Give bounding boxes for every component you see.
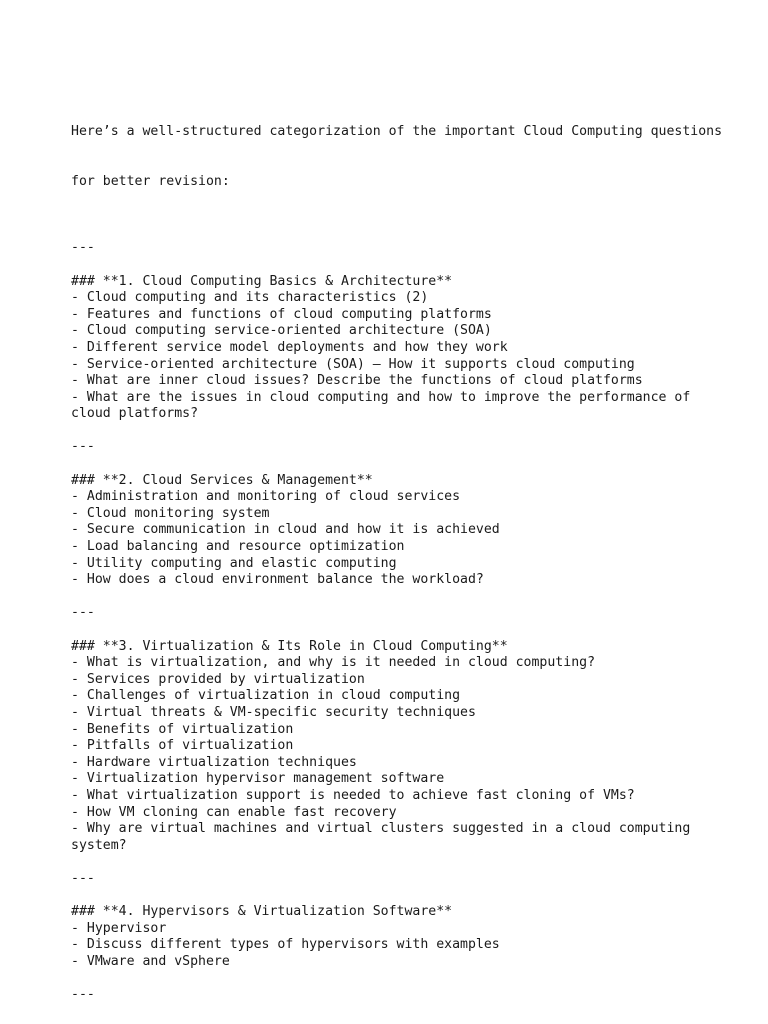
blank-line [71,589,711,606]
list-item: - Cloud monitoring system [71,505,270,521]
separator: --- [71,240,95,256]
list-item: - Pitfalls of virtualization [71,738,294,754]
list-item: - What are the issues in cloud computing and how to improve the performance of [71,389,691,405]
section-heading: ### **4. Hypervisors & Virtualization Software** [71,904,453,920]
separator: --- [71,870,95,886]
blank-line [71,423,711,440]
list-item: - VMware and vSphere [71,953,230,969]
list-item-continuation: cloud platforms? [71,406,199,422]
list-item: - Discuss different types of hypervisors with examples [71,937,500,953]
list-item: - Challenges of virtualization in cloud computing [71,688,461,704]
list-item: - Hardware virtualization techniques [71,754,357,770]
blank-line [71,622,711,639]
list-item: - How VM cloning can enable fast recovery [71,804,397,820]
separator: --- [71,605,95,621]
list-item: - Features and functions of cloud computing platforms [71,306,492,322]
intro-paragraph [71,91,723,224]
list-item: - Services provided by virtualization [71,671,365,687]
list-item: - How does a cloud environment balance the workload? [71,572,484,588]
list-item: - Utility computing and elastic computing [71,555,397,571]
list-item: - Cloud computing service-oriented architecture (SOA) [71,323,492,339]
list-item: - What are inner cloud issues? Describe the functions of cloud platforms [71,373,643,389]
section-heading: ### **2. Cloud Services & Management** [71,472,373,488]
section-cloud-basics [71,274,711,423]
list-item: - What virtualization support is needed to achieve fast cloning of VMs? [71,787,635,803]
blank-line [71,854,711,871]
blank-line [71,888,711,905]
list-item: - Cloud computing and its characteristics (2) [71,290,429,306]
section-heading: ### **1. Cloud Computing Basics & Architecture** [71,273,453,289]
list-item: - Administration and monitoring of cloud services [71,489,461,505]
list-item: - Hypervisor [71,920,167,936]
separator: --- [71,987,95,1003]
list-item: - Why are virtual machines and virtual clusters suggested in a cloud computing [71,821,691,837]
blank-line [71,970,711,987]
intro-line: for better revision: [71,173,230,189]
intro-line: Here’s a well-structured categorization of the important Cloud Computing questions [71,124,723,140]
list-item: - Virtualization hypervisor management software [71,771,445,787]
list-item: - Secure communication in cloud and how it is achieved [71,522,500,538]
blank-line [71,257,711,274]
list-item: - Service-oriented architecture (SOA) – How it supports cloud computing [71,356,635,372]
section-virtualization [71,639,711,855]
blank-line [71,224,711,241]
section-cloud-services [71,473,711,589]
list-item: - Benefits of virtualization [71,721,294,737]
list-item: - Virtual threats & VM-specific security techniques [71,704,476,720]
list-item-continuation: system? [71,837,127,853]
list-item: - What is virtualization, and why is it needed in cloud computing? [71,655,596,671]
list-item: - Different service model deployments and how they work [71,339,508,355]
blank-line [71,456,711,473]
list-item: - Load balancing and resource optimization [71,539,405,555]
section-hypervisors [71,904,711,970]
section-heading: ### **3. Virtualization & Its Role in Cloud Computing** [71,638,508,654]
document-body [71,91,723,1004]
separator: --- [71,439,95,455]
